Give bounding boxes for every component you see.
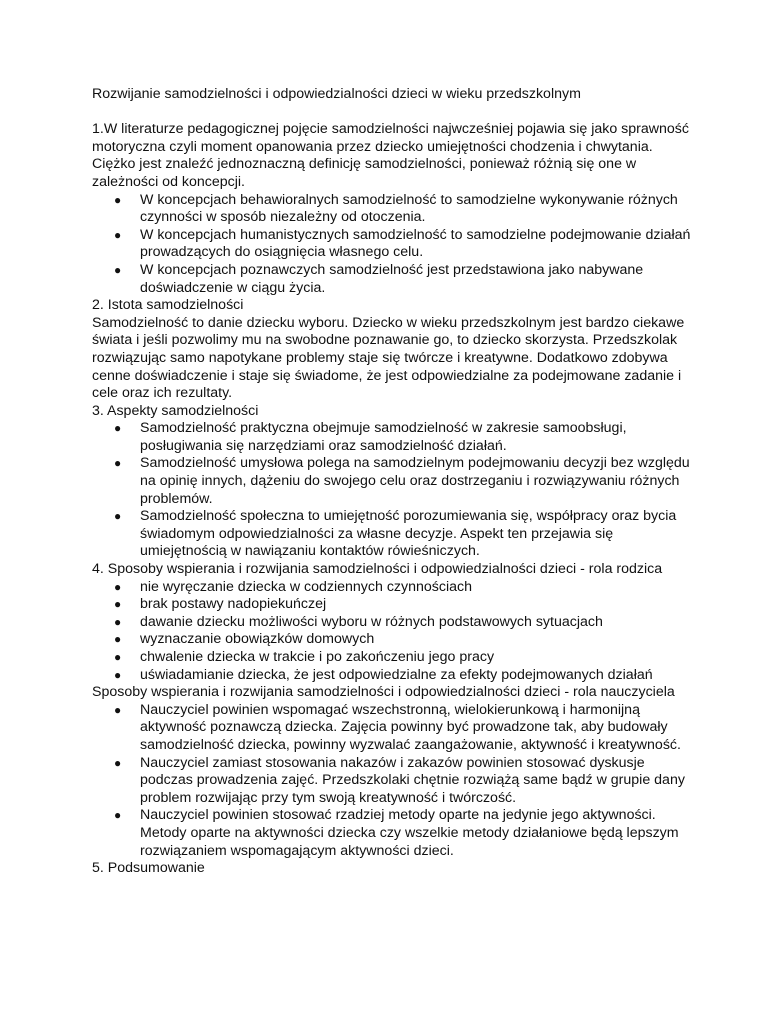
section1-list [92, 192, 692, 298]
section4-heading: 4. Sposoby wspierania i rozwijania samodzielności i odpowiedzialności dzieci - rola rodzica [92, 561, 663, 578]
bullet-icon: ● [114, 808, 122, 823]
list-item: ● Nauczyciel zamiast stosowania nakazów i zakazów powinien stosować dyskusje podczas prowadzenia zajęć. Przedszkolaki chętnie rozwiążą same bądź w grupie dany problem rozwijając przy tym swoją kreatywność i twórczość. [114, 754, 685, 806]
bullet-icon: ● [114, 667, 122, 682]
bullet-icon: ● [114, 227, 122, 242]
list-item: ● brak postawy nadopiekuńczej [114, 596, 327, 613]
section3-list [92, 420, 692, 561]
list-item: ● Samodzielność praktyczna obejmuje samodzielność w zakresie samoobsługi, posługiwania się narzędziami oraz samodzielność działań. [114, 420, 627, 454]
section3-heading: 3. Aspekty samodzielności [92, 402, 259, 419]
section4-teacher-list [92, 702, 692, 860]
bullet-icon: ● [114, 614, 122, 629]
section2-heading: 2. Istota samodzielności [92, 297, 244, 314]
list-item: ● Samodzielność umysłowa polega na samodzielnym podejmowaniu decyzji bez względu na opinię innych, dążeniu do swojego celu oraz dostrzeganiu i rozwiązywaniu różnych problemów. [114, 455, 690, 507]
bullet-icon: ● [114, 509, 122, 524]
list-item: ● nie wyręczanie dziecka w codziennych czynnościach [114, 578, 472, 595]
bullet-icon: ● [114, 650, 122, 664]
section4-parent-list [92, 579, 692, 685]
bullet-icon: ● [114, 755, 122, 770]
list-item: ● W koncepcjach poznawczych samodzielność jest przedstawiona jako nabywane doświadczenie w ciągu życia. [114, 261, 644, 296]
list-item: ● wyznaczanie obowiązków domowych [114, 631, 375, 648]
bullet-icon: ● [114, 192, 122, 207]
bullet-icon: ● [114, 262, 122, 277]
list-item: ● uświadamianie dziecka, że jest odpowiedzialne za efekty podejmowanych działań [114, 666, 653, 683]
bullet-icon: ● [114, 579, 122, 594]
bullet-icon: ● [114, 702, 122, 717]
list-item: ● Nauczyciel powinien stosować rzadziej metody oparte na jedynie jego aktywności. Metody oparte na aktywności dziecka czy wszelkie metody działaniowe będą lepszym rozwiązaniem wspomagającym aktywności dzieci. [114, 807, 679, 859]
section5-heading: 5. Podsumowanie [92, 860, 205, 877]
bullet-icon: ● [114, 456, 122, 471]
document-page [92, 86, 692, 878]
spacer [92, 104, 692, 122]
bullet-icon: ● [114, 421, 122, 436]
section2-text: Samodzielność to danie dziecku wyboru. Dziecko w wieku przedszkolnym jest bardzo ciekawe świata i jeśli pozwolimy mu na swobodne poznawanie go, to dziecko skorzysta. Przedszkolak rozwiązując samo napotykane problemy staje się twórcze i kreatywne. Dodatkowo zdobywa cenne doświadczenie i staje się świadome, że jest odpowiedzialne za podejmowane zadanie i cele oraz ich rezultaty. [92, 314, 685, 402]
section4-teacher-heading: Sposoby wspierania i rozwijania samodzielności i odpowiedzialności dzieci - rola nauczyciela [92, 684, 675, 701]
list-item: ● Nauczyciel powinien wspomagać wszechstronną, wielokierunkową i harmonijną aktywność poznawczą dziecka. Zajęcia powinny być prowadzone tak, aby budowały samodzielność dziecka, powinny wyzwalać zaangażowanie, aktywność i kreatywność. [114, 701, 681, 753]
bullet-icon: ● [114, 597, 122, 612]
list-item: ● W koncepcjach behawioralnych samodzielność to samodzielne wykonywanie różnych czynności w sposób niezależny od otoczenia. [114, 191, 678, 226]
section1-intro: 1.W literaturze pedagogicznej pojęcie samodzielności najwcześniej pojawia się jako sprawność motoryczna czyli moment opanowania przez dziecko umiejętności chodzenia i chwytania. Ciężko jest znaleźć jednoznaczną definicję samodzielności, ponieważ różnią się one w zależności od koncepcji. [92, 121, 689, 190]
list-item: ● dawanie dziecku możliwości wyboru w różnych podstawowych sytuacjach [114, 613, 603, 630]
list-item: ● Samodzielność społeczna to umiejętność porozumiewania się, współpracy oraz bycia świadomym odpowiedzialności za własne decyzje. Aspekt ten przejawia się umiejętnością w nawiązaniu kontaktów rówieśniczych. [114, 508, 677, 560]
document-title: Rozwijanie samodzielności i odpowiedzialności dzieci w wieku przedszkolnym [92, 86, 581, 102]
bullet-icon: ● [114, 632, 122, 647]
list-item: ● W koncepcjach humanistycznych samodzielność to samodzielne podejmowanie działań prowadzących do osiągnięcia własnego celu. [114, 226, 691, 261]
list-item: ● chwalenie dziecka w trakcie i po zakończeniu jego pracy [114, 649, 495, 665]
